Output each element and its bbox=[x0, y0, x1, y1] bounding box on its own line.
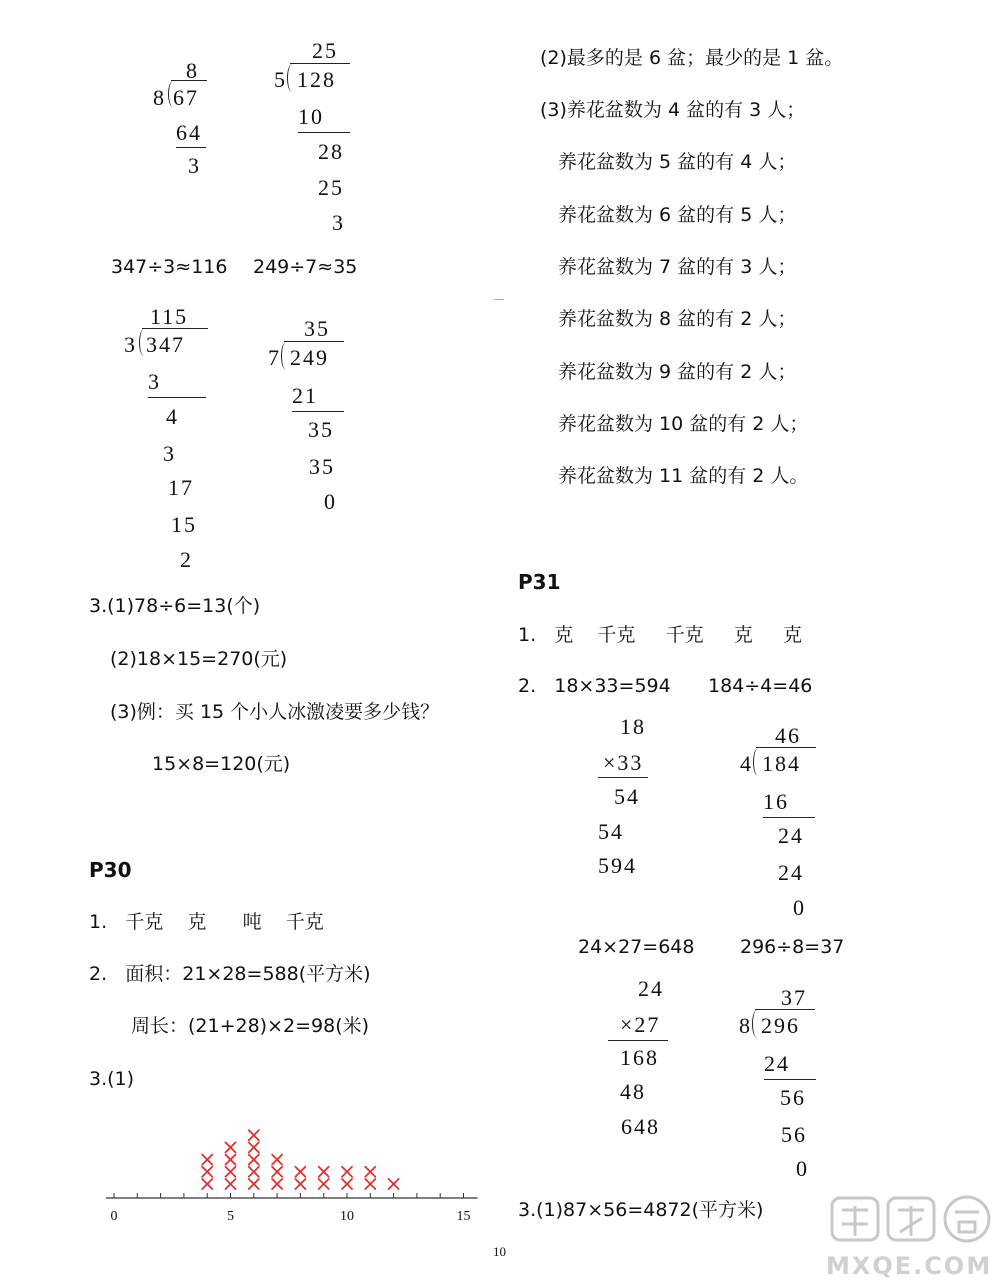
subtraction-line bbox=[148, 397, 206, 398]
subtrahend: 25 bbox=[318, 175, 344, 200]
division-bar bbox=[290, 63, 350, 64]
x-mark bbox=[202, 1155, 212, 1165]
remainder: 28 bbox=[318, 139, 344, 164]
x-mark bbox=[249, 1142, 259, 1152]
dividend: 347 bbox=[146, 332, 185, 357]
x-mark bbox=[272, 1155, 282, 1165]
svg-text:MXQE.COM: MXQE.COM bbox=[826, 1252, 993, 1280]
subtrahend: 15 bbox=[171, 512, 197, 537]
subtrahend: 35 bbox=[309, 454, 335, 479]
quotient: 25 bbox=[312, 38, 338, 63]
subtrahend: 16 bbox=[763, 789, 789, 814]
quotient: 46 bbox=[775, 723, 801, 748]
page-fold-mark bbox=[494, 299, 504, 300]
subtrahend: 24 bbox=[778, 860, 804, 885]
answer-line: (3)养花盆数为 4 盆的有 3 人； bbox=[540, 99, 806, 121]
subtrahend: 64 bbox=[176, 120, 202, 145]
x-mark bbox=[389, 1179, 399, 1189]
x-tick-label: 5 bbox=[227, 1209, 234, 1224]
x-mark bbox=[226, 1167, 236, 1177]
quotient: 35 bbox=[304, 316, 330, 341]
dividend: 67 bbox=[173, 85, 199, 110]
quotient: 37 bbox=[781, 985, 807, 1010]
x-mark bbox=[226, 1179, 236, 1189]
remainder: 3 bbox=[332, 210, 345, 235]
subtrahend: 3 bbox=[148, 369, 161, 394]
x-mark bbox=[202, 1179, 212, 1189]
subtrahend: 10 bbox=[298, 104, 324, 129]
subtraction-line bbox=[292, 411, 344, 412]
equation: 296÷8=37 bbox=[740, 936, 845, 958]
subtraction-line bbox=[298, 132, 350, 133]
division-bar bbox=[756, 747, 816, 748]
dividend: 296 bbox=[761, 1013, 800, 1038]
x-mark bbox=[319, 1179, 329, 1189]
remainder: 24 bbox=[778, 823, 804, 848]
equation: 347÷3≈116 bbox=[111, 256, 228, 278]
subtrahend: 21 bbox=[292, 383, 318, 408]
x-mark bbox=[295, 1179, 305, 1189]
divisor: 8 bbox=[739, 1013, 752, 1038]
division-bar bbox=[142, 328, 208, 329]
divisor: 5 bbox=[274, 67, 287, 92]
answer-line: 养花盆数为 9 盆的有 2 人； bbox=[558, 361, 797, 383]
partial-product: 54 bbox=[614, 784, 640, 809]
question-label: 3.(1) bbox=[89, 1068, 135, 1090]
dividend: 249 bbox=[290, 345, 329, 370]
x-mark bbox=[226, 1142, 236, 1152]
x-mark bbox=[202, 1167, 212, 1177]
subtrahend: 56 bbox=[781, 1122, 807, 1147]
subtrahend: 3 bbox=[163, 441, 176, 466]
x-tick-label: 15 bbox=[456, 1209, 471, 1224]
remainder: 0 bbox=[796, 1156, 809, 1181]
divisor: 4 bbox=[740, 751, 753, 776]
partial-product: 48 bbox=[620, 1079, 646, 1104]
division-bracket bbox=[287, 64, 297, 92]
answer-line: 周长：(21+28)×2=98(米) bbox=[131, 1015, 370, 1037]
division-bar bbox=[284, 341, 344, 342]
x-tick-label: 0 bbox=[110, 1209, 118, 1224]
quotient: 115 bbox=[150, 304, 189, 329]
line-plot bbox=[100, 1100, 490, 1225]
product: 594 bbox=[598, 853, 637, 878]
subtrahend: 24 bbox=[764, 1051, 790, 1076]
equation: 184÷4=46 bbox=[708, 675, 813, 697]
page-number: 10 bbox=[493, 1244, 506, 1259]
x-mark bbox=[365, 1179, 375, 1189]
x-mark bbox=[249, 1167, 259, 1177]
multiplicand: 24 bbox=[638, 976, 664, 1001]
multiplier: ×33 bbox=[603, 750, 644, 775]
section-heading-p30: P30 bbox=[89, 858, 132, 882]
product: 648 bbox=[621, 1114, 660, 1139]
subtraction-line bbox=[764, 1079, 816, 1080]
divisor: 7 bbox=[268, 345, 281, 370]
answer-line: 15×8=120(元) bbox=[152, 753, 291, 775]
x-mark bbox=[342, 1167, 352, 1177]
remainder: 3 bbox=[188, 153, 201, 178]
quotient: 8 bbox=[186, 58, 199, 83]
answer-line: 3.(1)78÷6=13(个) bbox=[89, 595, 261, 617]
equation: 24×27=648 bbox=[578, 936, 695, 958]
dividend: 128 bbox=[297, 67, 336, 92]
divisor: 3 bbox=[124, 332, 137, 357]
answer-line: 2. 面积：21×28=588(平方米) bbox=[89, 963, 371, 985]
remainder: 0 bbox=[793, 895, 806, 920]
remainder: 4 bbox=[166, 404, 179, 429]
answer-line: 3.(1)87×56=4872(平方米) bbox=[518, 1199, 764, 1221]
answer-line: (2)18×15=270(元) bbox=[110, 648, 288, 670]
x-mark bbox=[272, 1179, 282, 1189]
x-mark bbox=[295, 1167, 305, 1177]
watermark-logo bbox=[822, 1192, 1000, 1282]
answer-line: 养花盆数为 7 盆的有 3 人； bbox=[558, 256, 797, 278]
x-tick-label: 10 bbox=[340, 1209, 354, 1224]
x-mark bbox=[272, 1167, 282, 1177]
answer-line: 1. 克 千克 千克 克 克 bbox=[518, 624, 802, 646]
answer-line: 养花盆数为 11 盆的有 2 人。 bbox=[558, 465, 809, 487]
remainder: 56 bbox=[780, 1085, 806, 1110]
equation: 249÷7≈35 bbox=[253, 256, 358, 278]
remainder: 17 bbox=[168, 475, 194, 500]
subtraction-line bbox=[763, 817, 815, 818]
dividend: 184 bbox=[762, 751, 801, 776]
section-heading-p31: P31 bbox=[518, 570, 561, 594]
remainder: 35 bbox=[308, 417, 334, 442]
remainder: 0 bbox=[324, 489, 337, 514]
answer-line: 养花盆数为 8 盆的有 2 人； bbox=[558, 308, 797, 330]
answer-line: 1. 千克 克 吨 千克 bbox=[89, 911, 324, 933]
answer-line: 养花盆数为 5 盆的有 4 人； bbox=[558, 151, 797, 173]
multiplier: ×27 bbox=[620, 1012, 661, 1037]
subtraction-line bbox=[176, 147, 206, 148]
multiplicand: 18 bbox=[620, 714, 646, 739]
equation: 2. 18×33=594 bbox=[518, 675, 671, 697]
x-mark bbox=[365, 1167, 375, 1177]
x-mark bbox=[249, 1130, 259, 1140]
divisor: 8 bbox=[153, 85, 166, 110]
division-bar bbox=[755, 1009, 815, 1010]
answer-line: (3)例：买 15 个小人冰激凌要多少钱？ bbox=[110, 701, 440, 723]
answer-line: (2)最多的是 6 盆；最少的是 1 盆。 bbox=[540, 47, 844, 69]
x-mark bbox=[342, 1179, 352, 1189]
x-mark bbox=[249, 1155, 259, 1165]
x-mark bbox=[319, 1167, 329, 1177]
product-line bbox=[608, 1040, 668, 1041]
answer-line: 养花盆数为 6 盆的有 5 人； bbox=[558, 204, 797, 226]
x-mark bbox=[226, 1155, 236, 1165]
partial-product: 168 bbox=[620, 1045, 659, 1070]
remainder: 2 bbox=[180, 547, 193, 572]
product-line bbox=[598, 777, 648, 778]
x-mark bbox=[249, 1179, 259, 1189]
answer-line: 养花盆数为 10 盆的有 2 人； bbox=[558, 413, 809, 435]
partial-product: 54 bbox=[598, 819, 624, 844]
